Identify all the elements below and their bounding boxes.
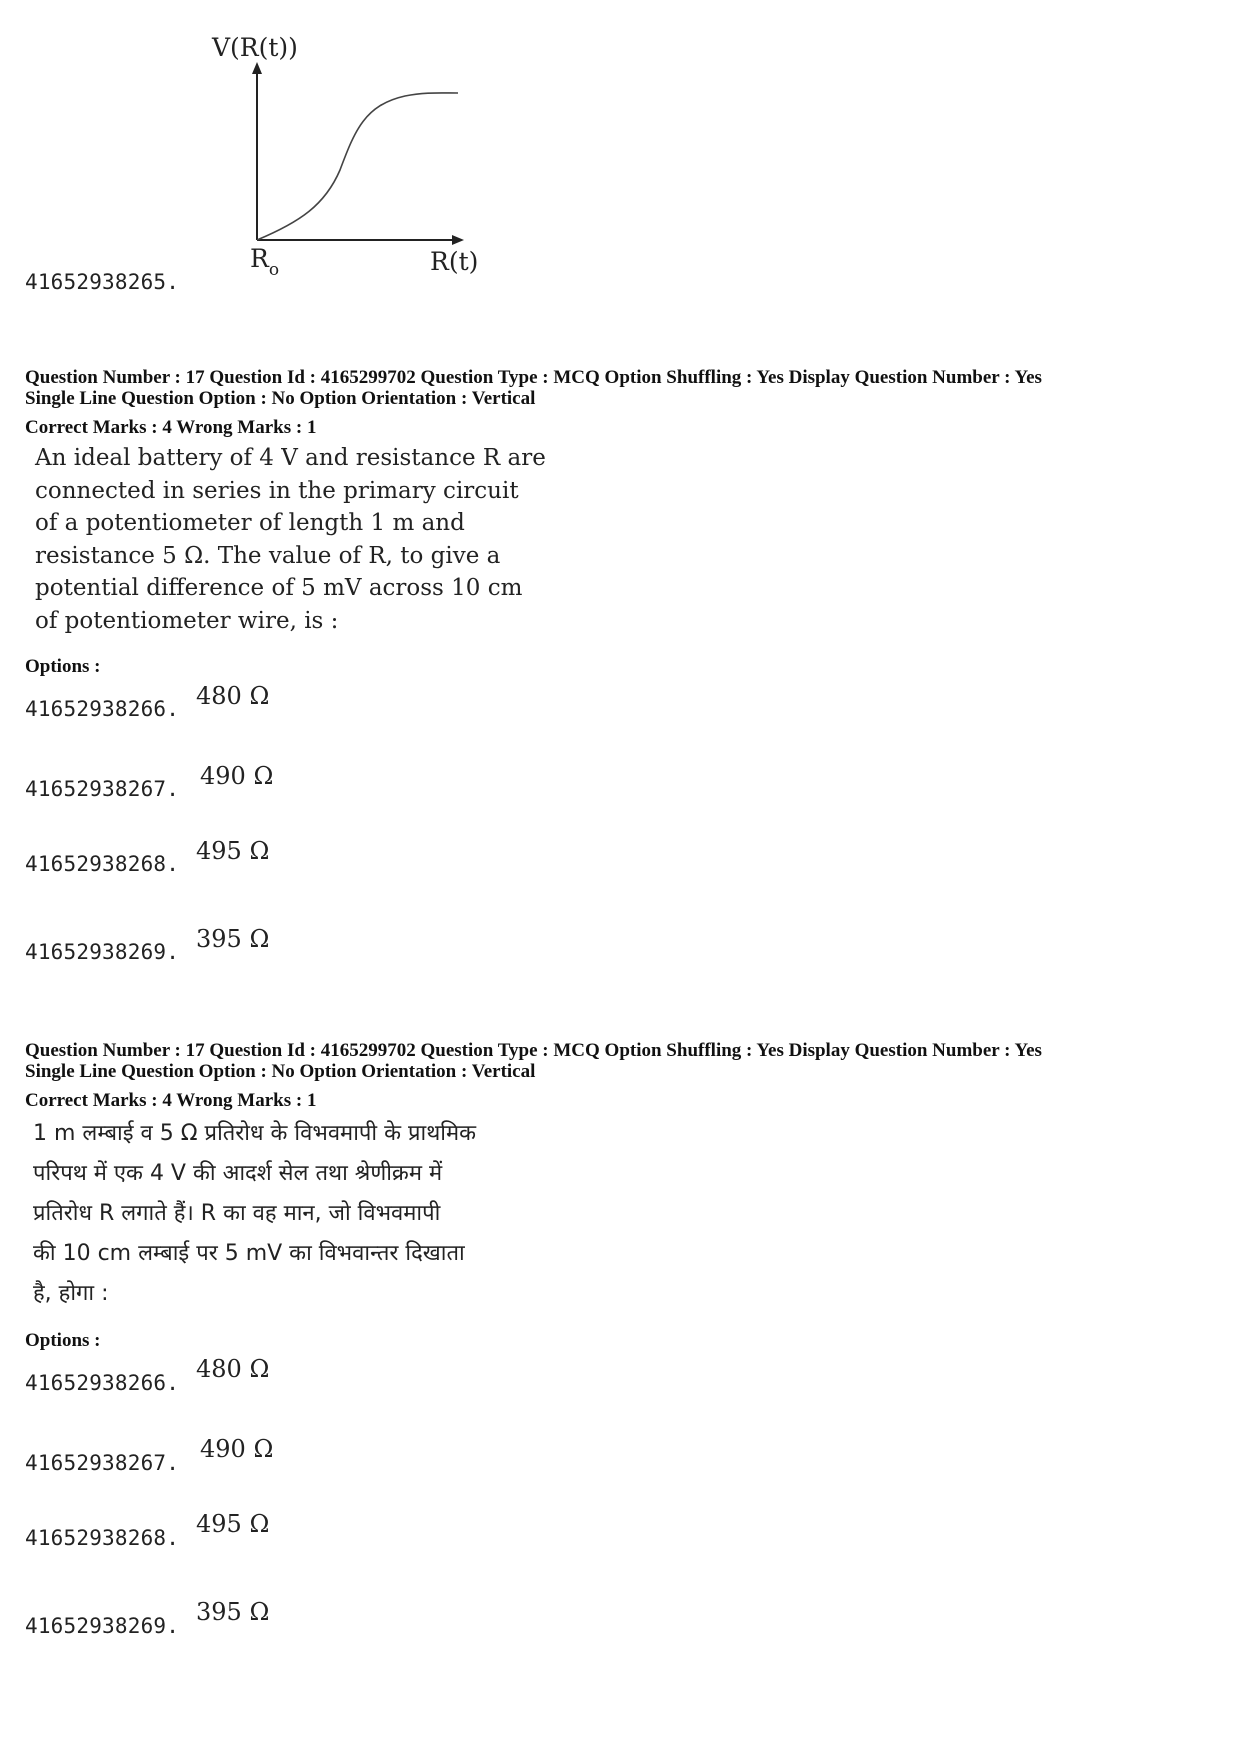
question-meta-line2: Single Line Question Option : No Option Orientation : Vertical xyxy=(25,1061,536,1082)
y-axis-label: V(R(t)) xyxy=(212,33,298,62)
question-line: है, होगा : xyxy=(33,1281,109,1306)
option-value: 490 Ω xyxy=(200,762,274,790)
option-id: 41652938269. xyxy=(25,1614,180,1638)
option-id: 41652938266. xyxy=(25,1371,180,1395)
x-axis-arrow xyxy=(452,235,464,245)
question-line: की 10 cm लम्बाई पर 5 mV का विभवान्तर दिखाता xyxy=(33,1241,465,1266)
question-text xyxy=(35,442,555,637)
question-line: potential difference of 5 mV across 10 cm xyxy=(35,575,523,601)
voltage-graph xyxy=(200,30,500,290)
options-label: Options : xyxy=(25,1330,101,1351)
option-value: 495 Ω xyxy=(196,837,270,865)
question-line: 1 m लम्बाई व 5 Ω प्रतिरोध के विभवमापी के प्राथमिक xyxy=(33,1121,477,1146)
question-line: of potentiometer wire, is : xyxy=(35,607,339,634)
question-meta-line2: Single Line Question Option : No Option Orientation : Vertical xyxy=(25,388,536,409)
origin-label: $R_o$ xyxy=(250,244,280,280)
option-value: 490 Ω xyxy=(200,1435,274,1463)
v-curve xyxy=(257,93,458,240)
option-id: 41652938268. xyxy=(25,852,180,876)
question-line: An ideal battery of 4 V and resistance R are xyxy=(35,445,546,471)
question-text xyxy=(33,1114,553,1314)
question-meta-line1: Question Number : 17 Question Id : 4165299702 Question Type : MCQ Option Shuffling : Yes Display Question Number : Yes xyxy=(25,367,1042,388)
marks-line: Correct Marks : 4 Wrong Marks : 1 xyxy=(25,417,317,438)
option-value: 395 Ω xyxy=(196,925,270,953)
question-line: of a potentiometer of length 1 m and xyxy=(35,510,465,536)
option-value: 480 Ω xyxy=(196,1355,270,1383)
option-id: 41652938265. xyxy=(25,270,180,294)
question-line: connected in series in the primary circuit xyxy=(35,477,519,504)
options-label: Options : xyxy=(25,656,101,677)
option-id: 41652938267. xyxy=(25,1451,180,1475)
question-line: resistance 5 Ω. The value of R, to give a xyxy=(35,542,501,569)
marks-line: Correct Marks : 4 Wrong Marks : 1 xyxy=(25,1090,317,1111)
option-id: 41652938268. xyxy=(25,1526,180,1550)
option-id: 41652938269. xyxy=(25,940,180,964)
option-value: 395 Ω xyxy=(196,1598,270,1626)
question-line: परिपथ में एक 4 V की आदर्श सेल तथा श्रेणीक्रम में xyxy=(33,1161,443,1186)
option-value: 480 Ω xyxy=(196,682,270,710)
question-meta-line1: Question Number : 17 Question Id : 4165299702 Question Type : MCQ Option Shuffling : Yes Display Question Number : Yes xyxy=(25,1040,1042,1061)
question-line: प्रतिरोध R लगाते हैं। R का वह मान, जो विभवमापी xyxy=(33,1201,441,1226)
option-id: 41652938267. xyxy=(25,777,180,801)
option-id: 41652938266. xyxy=(25,697,180,721)
y-axis-arrow xyxy=(252,62,262,74)
option-value: 495 Ω xyxy=(196,1510,270,1538)
x-axis-label: R(t) xyxy=(430,247,479,276)
